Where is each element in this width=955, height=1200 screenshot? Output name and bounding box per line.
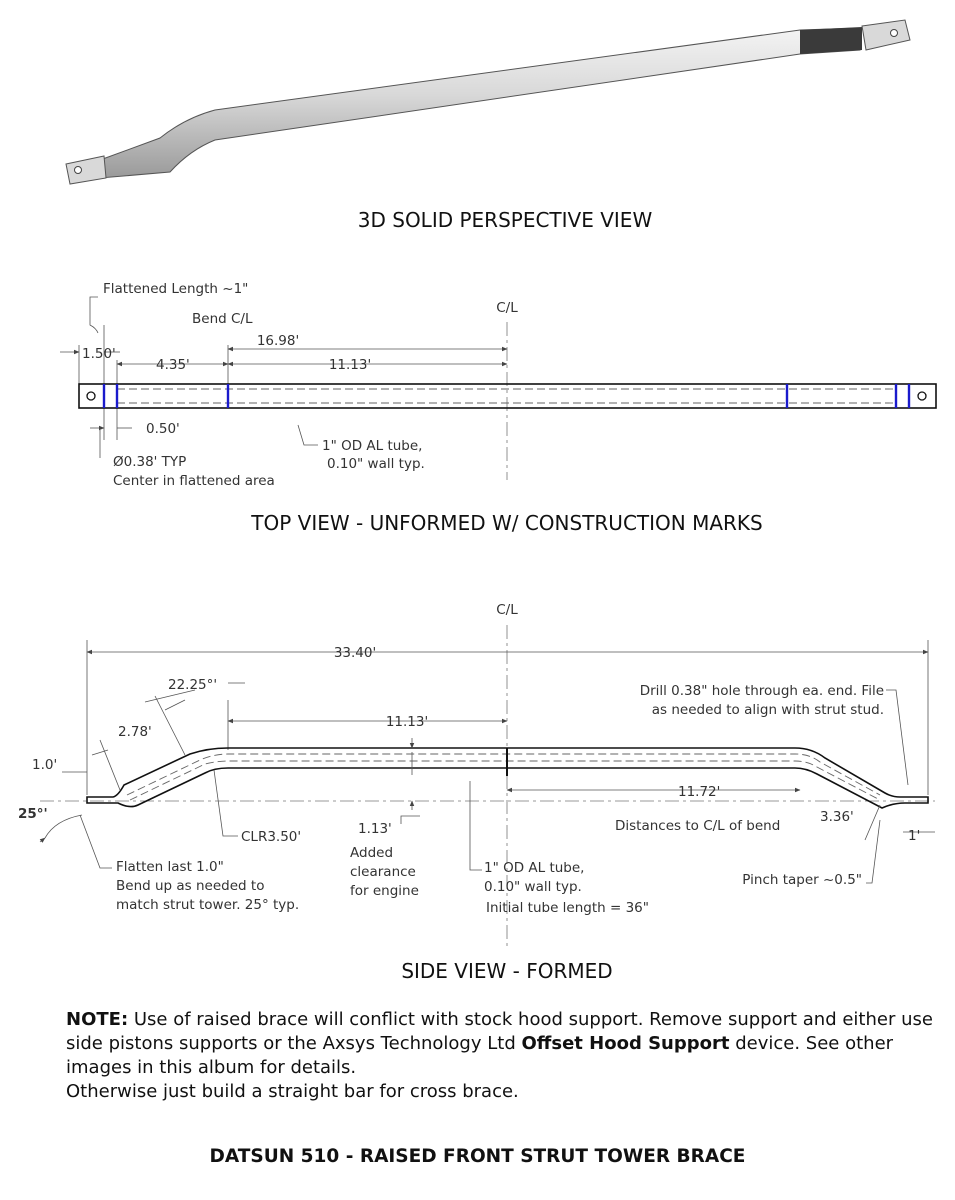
label-side-tube-2: 0.10" wall typ. — [484, 879, 582, 895]
dim-top-4-35: 4.35' — [156, 357, 190, 373]
label-drill-1: Drill 0.38" hole through ea. end. File — [639, 683, 884, 699]
dim-angle-22-25: 22.25°' — [168, 677, 218, 693]
dim-side-3-36: 3.36' — [820, 809, 854, 825]
label-distances-cl: Distances to C/L of bend — [615, 818, 781, 834]
dim-top-0-50: 0.50' — [146, 421, 180, 437]
dim-side-1-13: 1.13' — [358, 821, 392, 837]
label-hole-size: Ø0.38' TYP — [113, 454, 187, 470]
label-added: Added — [350, 845, 394, 861]
label-pinch-taper: Pinch taper ~0.5" — [742, 872, 862, 888]
label-side-centerline: C/L — [496, 602, 518, 618]
label-bend-cl: Bend C/L — [192, 311, 253, 327]
note-text-1: Use of raised brace will conflict with stock hood support. Remove support and either use side pistons supports or the Axsys Technology Ltd — [66, 1009, 933, 1054]
dim-angle-25: 25°' — [18, 806, 48, 822]
perspective-brace — [66, 20, 910, 184]
dim-top-16-98: 16.98' — [256, 333, 300, 349]
top-view-title: TOP VIEW - UNFORMED W/ CONSTRUCTION MARKS — [251, 511, 763, 535]
label-flatten-1: Flatten last 1.0" — [116, 859, 224, 875]
label-clr: CLR3.50' — [241, 829, 302, 845]
footer-title: DATSUN 510 - RAISED FRONT STRUT TOWER BRACE — [209, 1146, 746, 1167]
dim-side-33-40: 33.40' — [333, 645, 377, 661]
label-flatten-3: match strut tower. 25° typ. — [116, 897, 300, 913]
note-line-2: Otherwise just build a straight bar for cross brace. — [66, 1081, 519, 1102]
dim-side-11-13: 11.13' — [385, 714, 429, 730]
label-side-tube-1: 1" OD AL tube, — [484, 860, 585, 876]
perspective-view-title: 3D SOLID PERSPECTIVE VIEW — [357, 208, 653, 232]
dim-side-1-0: 1.0' — [32, 757, 58, 773]
label-for-engine: for engine — [350, 883, 419, 899]
label-drill-2: as needed to align with strut stud. — [651, 702, 884, 718]
dim-top-11-13: 11.13' — [328, 357, 372, 373]
note-label: NOTE: — [66, 1009, 129, 1030]
label-top-tube-1: 1" OD AL tube, — [322, 438, 423, 454]
label-side-tube-length: Initial tube length = 36" — [486, 900, 649, 916]
dim-side-2-78: 2.78' — [118, 724, 152, 740]
label-top-tube-2: 0.10" wall typ. — [327, 456, 425, 472]
note-text-2: device. See other images in this album for details. — [66, 1033, 894, 1078]
side-view-title: SIDE VIEW - FORMED — [401, 959, 613, 983]
dim-top-1-50: 1.50' — [82, 346, 116, 362]
label-top-centerline: C/L — [496, 300, 518, 316]
dim-side-1: 1' — [908, 828, 921, 844]
label-clearance: clearance — [350, 864, 416, 880]
label-flatten-2: Bend up as needed to — [116, 878, 265, 894]
dim-side-11-72: 11.72' — [678, 784, 721, 800]
label-flattened-length: Flattened Length ~1" — [103, 281, 249, 297]
label-hole-center: Center in flattened area — [113, 473, 275, 489]
note-block — [66, 1008, 946, 1104]
note-offset-hood-support: Offset Hood Support — [521, 1033, 730, 1054]
